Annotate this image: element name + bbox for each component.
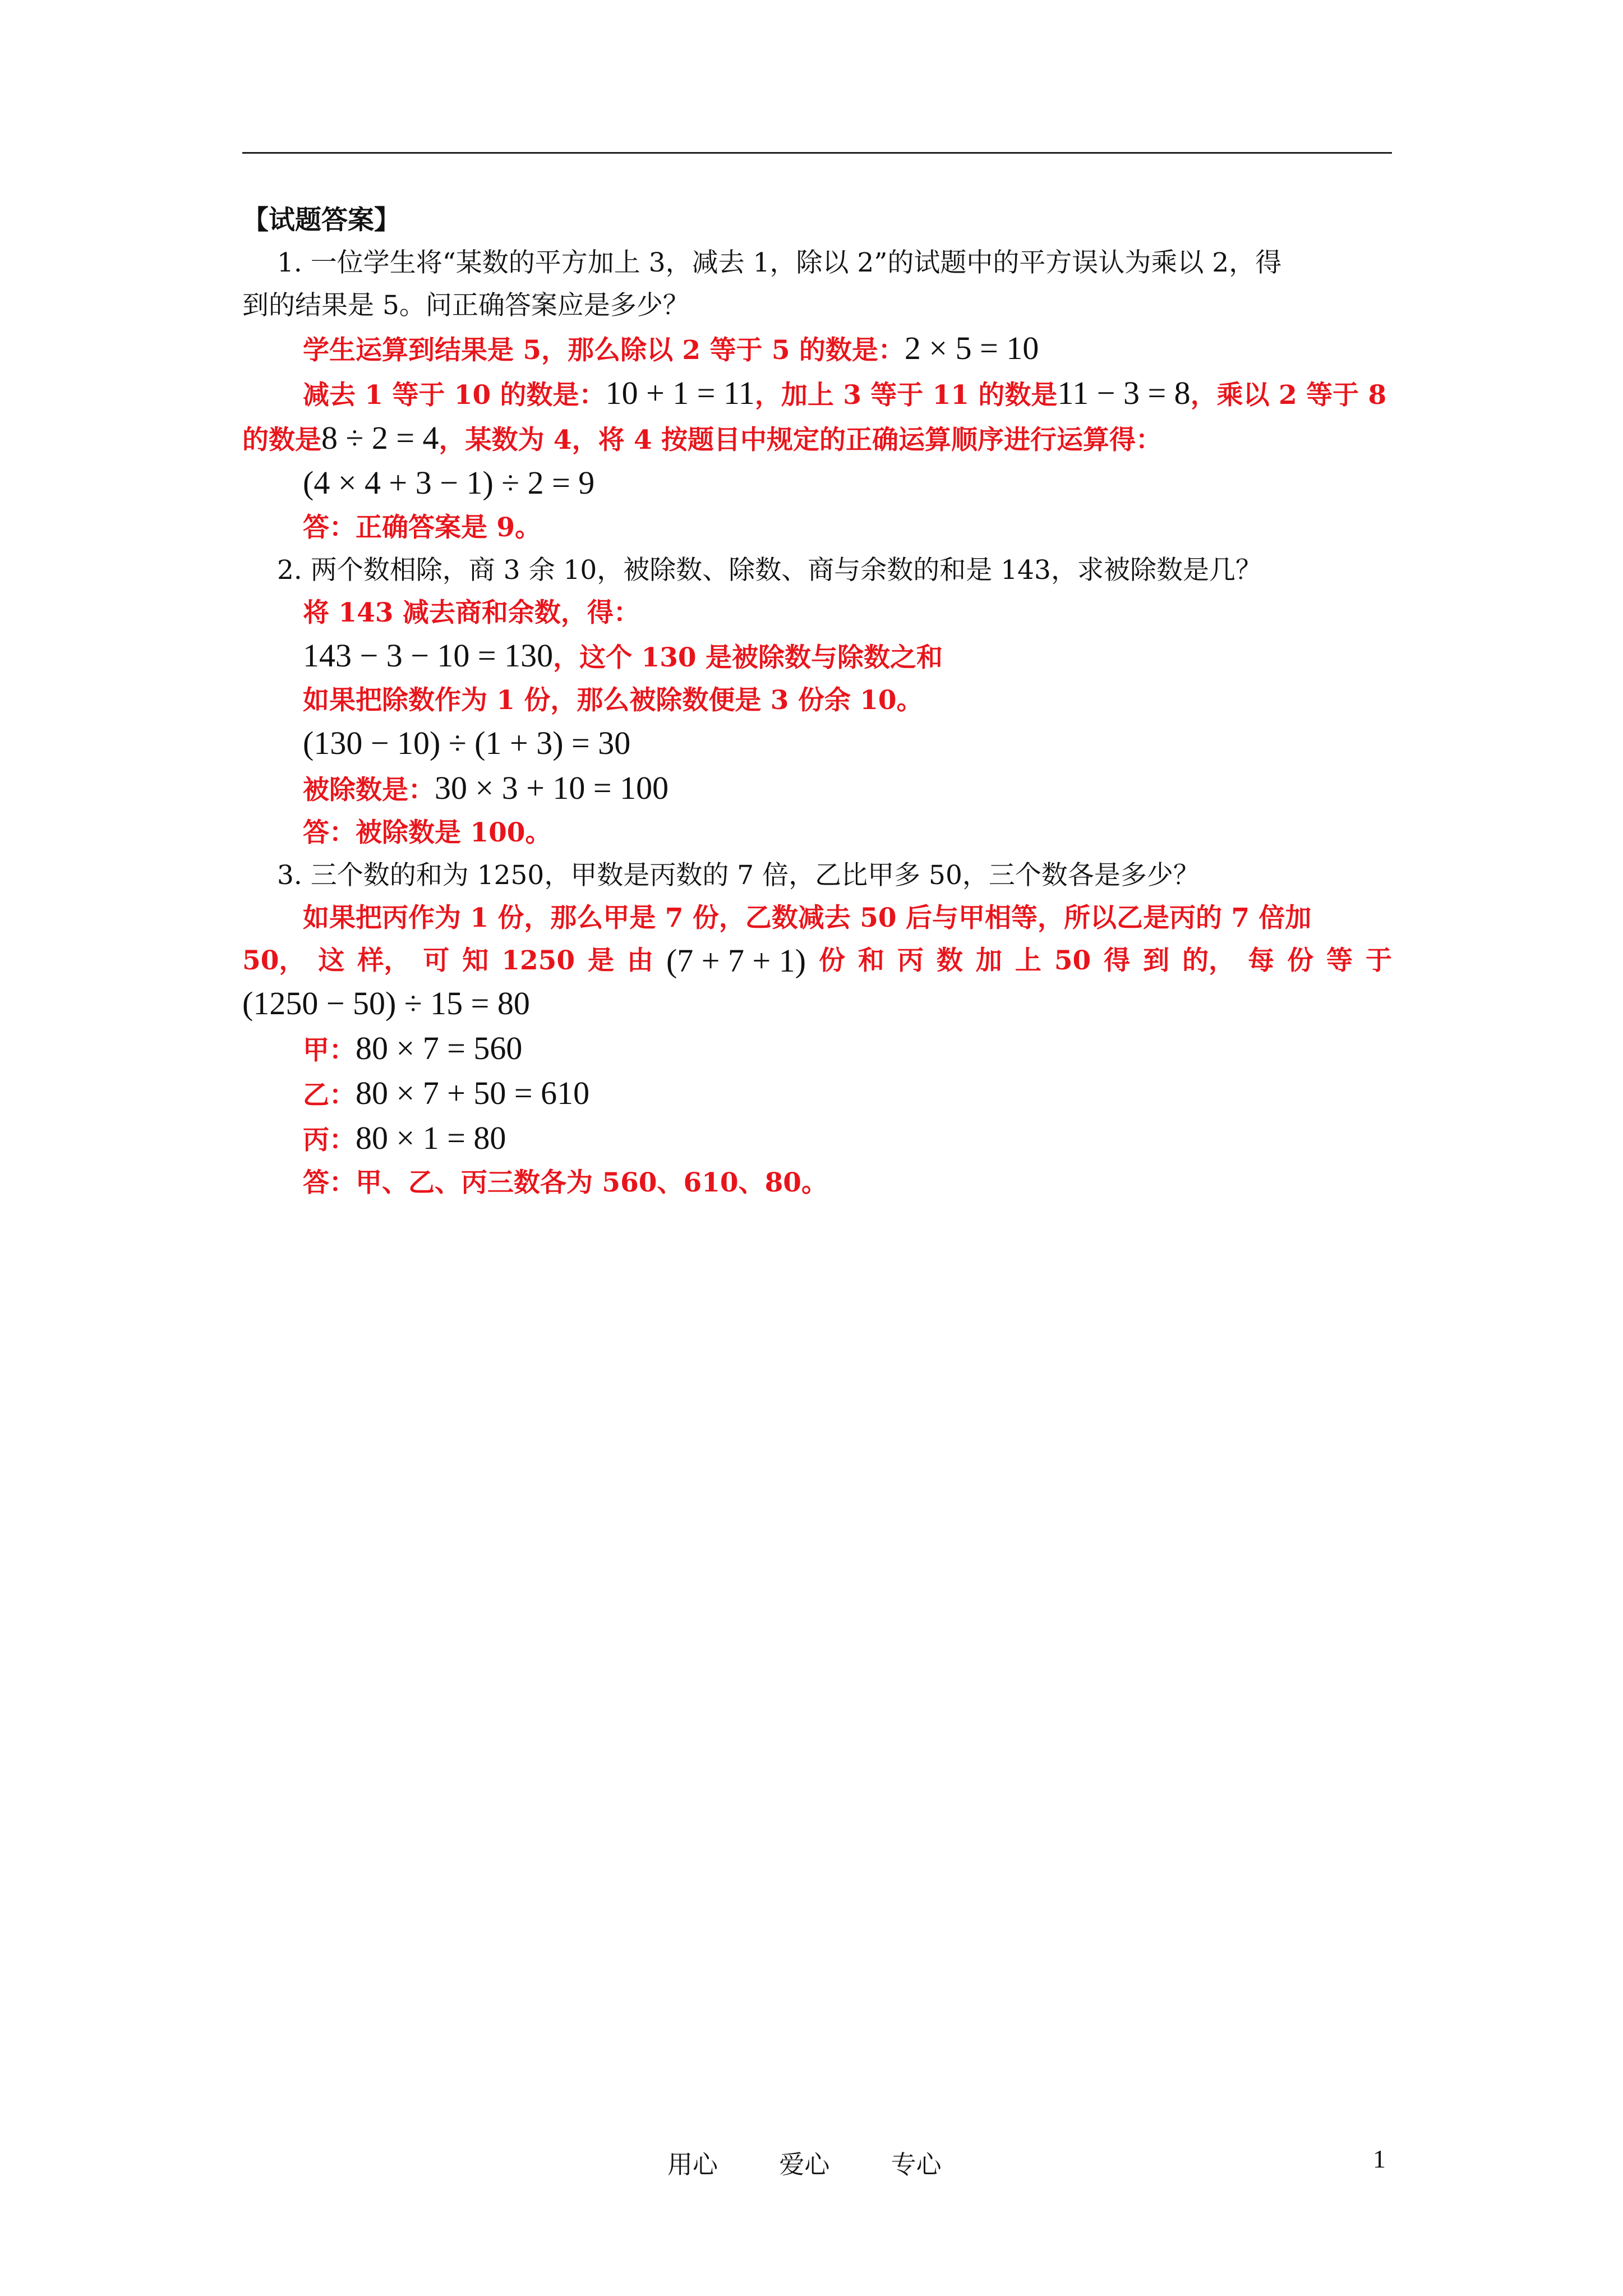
q3-answer: 答：甲、乙、丙三数各为 560、610、80。 bbox=[303, 1167, 828, 1198]
footer-item-1: 用心 bbox=[667, 2150, 718, 2179]
footer-item-2: 爱心 bbox=[779, 2150, 830, 2179]
q3-jia-label: 甲： bbox=[303, 1035, 356, 1066]
q3-bing-label: 丙： bbox=[303, 1125, 356, 1156]
q2-step-5-math: 30 × 3 + 10 = 100 bbox=[435, 770, 669, 806]
q3-bing-math: 80 × 1 = 80 bbox=[356, 1120, 506, 1156]
q3-step-2-word: 份 bbox=[1287, 945, 1314, 976]
footer-item-3: 专心 bbox=[891, 2150, 942, 2179]
question-1-text-cont: 到的结果是 5。问正确答案应是多少？ bbox=[242, 290, 689, 321]
q3-yi-label: 乙： bbox=[303, 1080, 356, 1111]
q3-step-2-word: 上 bbox=[1015, 945, 1041, 976]
q3-step-2-word: (7 + 7 + 1) bbox=[666, 942, 806, 979]
q1-step-2-math-a: 10 + 1 = 11 bbox=[605, 375, 755, 411]
question-1-text: 1. 一位学生将“某数的平方加上 3，减去 1，除以 2”的试题中的平方误认为乘以 2，得 bbox=[277, 247, 1282, 278]
q3-step-2-word: 每 bbox=[1248, 945, 1275, 976]
q3-step-2-word: 这 bbox=[318, 945, 345, 976]
q1-step-1-text: 学生运算到结果是 5，那么除以 2 等于 5 的数是： bbox=[303, 335, 905, 366]
q1-step-2-text-a: 减去 1 等于 10 的数是： bbox=[303, 380, 606, 411]
q1-step-4 bbox=[242, 462, 1392, 507]
question-3-text: 3. 三个数的和为 1250，甲数是丙数的 7 倍，乙比甲多 50，三个数各是多少？ bbox=[277, 860, 1200, 891]
q3-step-2 bbox=[242, 940, 1392, 982]
q3-step-3 bbox=[242, 982, 1392, 1027]
q1-step-1-math: 2 × 5 = 10 bbox=[904, 330, 1039, 366]
q2-step-3: 如果把除数作为 1 份，那么被除数便是 3 份余 10。 bbox=[303, 685, 923, 716]
q2-step-5 bbox=[242, 767, 1392, 812]
header-rule bbox=[242, 152, 1392, 154]
q3-jia-math: 80 × 7 = 560 bbox=[356, 1030, 523, 1066]
q1-step-2-text-b: ，加上 3 等于 11 的数是 bbox=[754, 380, 1058, 411]
answer-section bbox=[242, 199, 1392, 1204]
q3-step-2-word: 50 bbox=[1054, 945, 1091, 976]
q3-step-2-word: 和 bbox=[857, 945, 884, 976]
q3-step-2-word: 得 bbox=[1104, 945, 1131, 976]
q3-step-2-word: 到 bbox=[1143, 945, 1170, 976]
q3-step-2-word: 由 bbox=[627, 945, 653, 976]
q3-step-2-word: 于 bbox=[1366, 945, 1392, 976]
question-2-text: 2. 两个数相除，商 3 余 10，被除数、除数、商与余数的和是 143，求被除数是几？ bbox=[277, 555, 1262, 586]
q3-step-2-word: 50， bbox=[242, 945, 306, 976]
q1-step-3-text-a: 的数是 bbox=[242, 425, 321, 455]
q3-step-2-word: 数 bbox=[936, 945, 963, 976]
page-number: 1 bbox=[1373, 2145, 1386, 2173]
q3-step-1: 如果把丙作为 1 份，那么甲是 7 份，乙数减去 50 后与甲相等，所以乙是丙的 7 倍加 bbox=[303, 903, 1312, 933]
q1-step-3-text-b: ，某数为 4，将 4 按题目中规定的正确运算顺序进行运算得： bbox=[439, 425, 1163, 455]
q3-step-2-word: 份 bbox=[819, 945, 845, 976]
q1-step-3-math: 8 ÷ 2 = 4 bbox=[321, 420, 439, 456]
q3-bing-line bbox=[242, 1117, 1392, 1162]
q3-step-2-word: 样， bbox=[357, 945, 411, 976]
q2-step-2-math: 143 − 3 − 10 = 130 bbox=[303, 637, 554, 674]
q3-step-2-word: 的， bbox=[1182, 945, 1235, 976]
q3-step-2-word: 1250 bbox=[501, 945, 575, 976]
q2-step-1: 将 143 减去商和余数，得： bbox=[303, 597, 640, 628]
q1-step-2-text-c: ，乘以 2 等于 8 bbox=[1190, 380, 1387, 411]
q3-yi-math: 80 × 7 + 50 = 610 bbox=[356, 1075, 590, 1111]
q3-step-3-math: (1250 − 50) ÷ 15 = 80 bbox=[242, 985, 530, 1022]
q2-step-2-text: ，这个 130 是被除数与除数之和 bbox=[553, 642, 943, 673]
q3-step-2-word: 是 bbox=[588, 945, 615, 976]
q3-step-2-word: 知 bbox=[462, 945, 489, 976]
q3-step-2-word: 加 bbox=[975, 945, 1002, 976]
q1-step-4-math: (4 × 4 + 3 − 1) ÷ 2 = 9 bbox=[303, 464, 595, 501]
q3-step-2-word: 可 bbox=[423, 945, 450, 976]
q2-answer: 答：被除数是 100。 bbox=[303, 817, 552, 848]
q3-step-2-word: 丙 bbox=[897, 945, 924, 976]
q1-step-3 bbox=[242, 417, 1392, 462]
q2-step-4-math: (130 − 10) ÷ (1 + 3) = 30 bbox=[303, 725, 631, 761]
q2-step-4 bbox=[242, 722, 1392, 767]
q1-step-2 bbox=[242, 372, 1392, 417]
section-heading: 【试题答案】 bbox=[242, 205, 400, 236]
q3-step-2-word: 等 bbox=[1326, 945, 1353, 976]
q1-step-2-math-b: 11 − 3 = 8 bbox=[1057, 375, 1191, 411]
q2-step-2 bbox=[242, 634, 1392, 679]
footer-slogan bbox=[667, 2144, 995, 2180]
q3-jia-line bbox=[242, 1027, 1392, 1072]
q1-answer: 答：正确答案是 9。 bbox=[303, 512, 542, 543]
q3-yi-line bbox=[242, 1072, 1392, 1117]
q1-step-1 bbox=[242, 327, 1392, 372]
q2-step-5-text: 被除数是： bbox=[303, 775, 435, 806]
